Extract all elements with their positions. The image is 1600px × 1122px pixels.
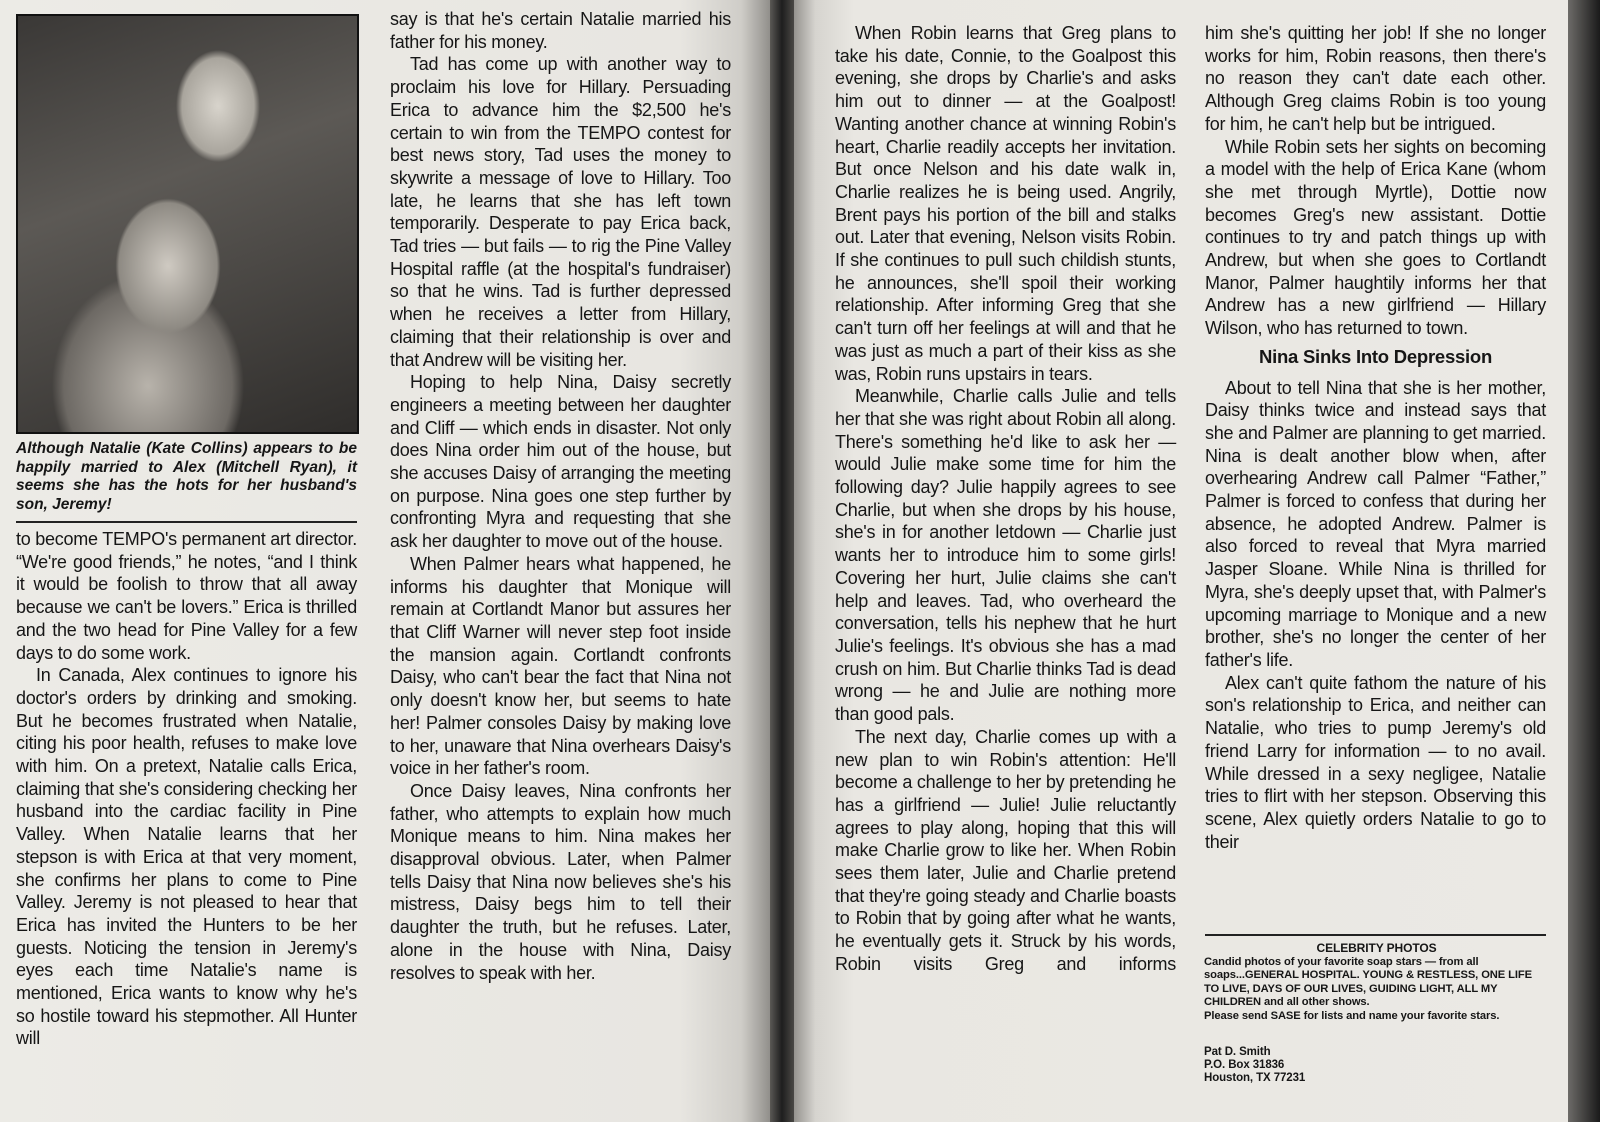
paragraph: to become TEMPO's permanent art director. “We're good friends,” he notes, “and I think it would be foolish to throw that all away because we can't be lovers.” Erica is thrilled and the two head for Pine Valley for a few days to do some work.	[16, 529, 358, 663]
ad-body: Candid photos of your favorite soap stars — from all soaps...GENERAL HOSPITAL. YOUNG & RESTLESS, ONE LIFE TO LIVE, DAYS OF OUR LIVES, GUIDING LIGHT, ALL MY CHILDREN and all other shows.	[1204, 955, 1532, 1009]
page-edge	[1568, 0, 1600, 1122]
caption-divider	[16, 521, 357, 523]
paragraph: say is that he's certain Natalie married his father for his money.	[390, 9, 731, 52]
classified-ad	[1204, 942, 1549, 1085]
paragraph: In Canada, Alex continues to ignore his doctor's orders by drinking and smoking. But he becomes frustrated when Natalie, citing his poor health, refuses to make love with him. On a pretext, Natalie calls Erica, claiming that she's considering checking her husband into the cardiac facility in Pine Valley. When Natalie learns that her stepson is with Erica at that very moment, she confirms her plans to come to Pine Valley. Jeremy is not pleased to hear that Erica has invited the Hunters to be her guests. Noticing the tension in Jeremy's eyes each time Natalie's name is mentioned, Erica wants to know why he's so hostile toward his stepmother. All Hunter will	[16, 665, 357, 1049]
article-column-3	[835, 22, 1176, 976]
paragraph: About to tell Nina that she is her mother, Daisy thinks twice and instead says that she and Palmer are planning to get married. Nina is dealt another blow when, after overhearing Andrew call Palmer “Father,” Palmer is forced to confess that during her absence, he adopted Andrew. Palmer is also forced to reveal that Myra married Jasper Sloane. While Nina is thrilled for Myra, she's deeply upset that, with Palmer's upcoming marriage to Monique and a new brother, she's no longer the center of her father's life.	[1205, 377, 1546, 670]
paragraph: Meanwhile, Charlie calls Julie and tells her that she was right about Robin all along. There's something he'd like to ask her — would Julie make some time for him the following day? Julie happily agrees to see Charlie, but when she drops by his house, she's in for another letdown — Charlie just wants her to introduce him to some girls! Covering her hurt, Julie claims she can't help and leaves. Tad, who overheard the conversation, tells his nephew that he hurt Julie's feelings. It's obvious she has a mad crush on him. But Charlie thinks Tad is dead wrong — he and Julie are nothing more than good pals.	[835, 386, 1176, 725]
paragraph: The next day, Charlie comes up with a new plan to win Robin's attention: He'll become a challenge to her by pretending he has a girlfriend — Julie! Julie reluctantly agrees to play along, hoping that this will make Charlie grow to like her. When Robin sees them later, Julie and Charlie pretend that they're going steady and Charlie boasts to Robin that by going after what he wants, he eventually gets it. Struck by his words, Robin visits Greg and informs	[835, 726, 1176, 974]
article-column-1	[16, 528, 357, 1050]
paragraph: Alex can't quite fathom the nature of his son's relationship to Erica, and neither can Natalie, who tries to pump Jeremy's old friend Larry for information — to no avail. While dressed in a sexy negligee, Natalie tries to flirt with her stepson. Observing this scene, Alex quietly orders Natalie to go to their	[1205, 672, 1546, 852]
paragraph: While Robin sets her sights on becoming a model with the help of Erica Kane (whom she met through Myrtle), Dottie now becomes Greg's new assistant. Dottie continues to try and patch things up with Andrew, but when she goes to Cortlandt Manor, Palmer haughtily informs her that Andrew has a new girlfriend — Hillary Wilson, who has returned to town.	[1205, 136, 1546, 339]
ad-address-line: Houston, TX 77231	[1204, 1071, 1306, 1084]
article-column-4	[1205, 22, 1546, 853]
paragraph: him she's quitting her job! If she no longer works for him, Robin reasons, then there's no reason they can't date each other. Although Greg claims Robin is too young for him, he can't help but be intrigued.	[1205, 23, 1546, 134]
article-column-2	[390, 8, 731, 984]
ad-divider	[1205, 934, 1546, 936]
ad-instruction: Please send SASE for lists and name your favorite stars.	[1204, 1009, 1500, 1022]
photo-caption: Although Natalie (Kate Collins) appears to be happily married to Alex (Mitchell Ryan), it seems she has the hots for her husband's son, Jeremy!	[16, 440, 357, 513]
paragraph: Once Daisy leaves, Nina confronts her father, who attempts to explain how much Monique means to him. Nina makes her disapproval obvious. Later, when Palmer tells Daisy that Nina now believes she's his mistress, Daisy begs him to tell their daughter the truth, but he refuses. Later, alone in the house with Nina, Daisy resolves to speak with her.	[390, 780, 731, 983]
section-heading: Nina Sinks Into Depression	[1258, 345, 1493, 367]
page-gutter	[770, 0, 794, 1122]
paragraph: When Robin learns that Greg plans to take his date, Connie, to the Goalpost this evening, she drops by Charlie's and asks him out to dinner — at the Goalpost! Wanting another chance at winning Robin's heart, Charlie readily accepts her invitation. But once Nelson and his date walk in, Charlie realizes he is being used. Angrily, Brent pays his portion of the bill and stalks out. Later that evening, Nelson visits Robin. If she continues to pull such childish stunts, he announces, she'll spoil their working relationship. After informing Greg that she can't turn off her feelings at will and that he was just as much a part of their kiss as she was, Robin runs upstairs in tears.	[835, 23, 1176, 384]
paragraph: Tad has come up with another way to proclaim his love for Hillary. Persuading Erica to advance him the $2,500 he's certain to win from the TEMPO contest for best news story, Tad uses the money to skywrite a message of love to Hillary. Too late, he learns that she has left town temporarily. Desperate to pay Erica back, Tad tries — but fails — to rig the Pine Valley Hospital raffle (at the hospital's fundraiser) so that he wins. Tad is further depressed when he receives a letter from Hillary, claiming that their relationship is over and that Andrew will be visiting her.	[390, 54, 731, 370]
paragraph: When Palmer hears what happened, he informs his daughter that Monique will remain at Cortlandt Manor but assures her that Cliff Warner will never step foot inside the mansion again. Cortlandt confronts Daisy, who can't bear the fact that Nina not only doesn't know her, but seems to hate her! Palmer consoles Daisy by making love to her, unaware that Nina overhears Daisy's voice in her father's room.	[390, 553, 731, 779]
ad-address-line: Pat D. Smith	[1204, 1045, 1271, 1058]
ad-address	[1204, 1046, 1549, 1085]
article-photo	[16, 14, 359, 434]
paragraph: Hoping to help Nina, Daisy secretly engineers a meeting between her daughter and Cliff — which ends in disaster. Not only does Nina order him out of the house, but she accuses Daisy of arranging the meeting on purpose. Nina goes one step further by confronting Myra and requesting that she ask her daughter to move out of the house.	[390, 372, 731, 552]
ad-title: CELEBRITY PHOTOS	[1316, 941, 1437, 955]
ad-address-line: P.O. Box 31836	[1204, 1058, 1285, 1071]
